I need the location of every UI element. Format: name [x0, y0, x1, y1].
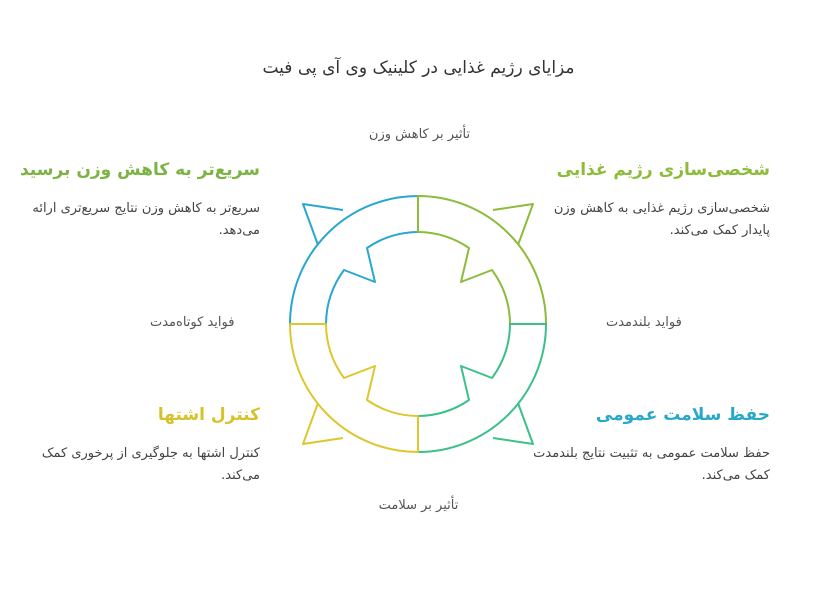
segment-top-right [418, 196, 546, 324]
segment-bottom-right [418, 324, 546, 452]
axis-label-bottom: تأثیر بر سلامت [378, 498, 459, 513]
axis-label-right: فواید بلندمدت [606, 315, 682, 330]
quadrant-heading: سریع‌تر به کاهش وزن برسید [19, 160, 260, 180]
quadrant-description: سریع‌تر به کاهش وزن نتایج سریع‌تری ارائه می‌دهد. [32, 201, 260, 238]
axis-label-left: فواید کوتاه‌مدت [150, 315, 235, 330]
quadrant-description: شخصی‌سازی رژیم غذایی به کاهش وزن پایدار کمک می‌کند. [553, 201, 770, 238]
quadrant-bottom-right [530, 405, 770, 487]
quadrant-bottom-left [20, 405, 260, 487]
quadrant-top-right [530, 160, 770, 242]
quadrant-heading: کنترل اشتها [157, 405, 260, 425]
quadrant-description: حفظ سلامت عمومی به تثبیت نتایج بلندمدت کمک می‌کند. [533, 446, 770, 483]
quadrant-heading: شخصی‌سازی رژیم غذایی [556, 160, 770, 180]
quadrant-description: کنترل اشتها به جلوگیری از پرخوری کمک می‌کند. [41, 446, 260, 483]
segment-bottom-left [290, 324, 418, 452]
segment-top-left [290, 196, 418, 324]
page-title: مزایای رژیم غذایی در کلینیک وی آی پی فیت [262, 58, 575, 78]
quadrant-heading: حفظ سلامت عمومی [595, 405, 770, 425]
axis-label-top: تأثیر بر کاهش وزن [368, 127, 471, 142]
quadrant-top-left [20, 160, 260, 242]
